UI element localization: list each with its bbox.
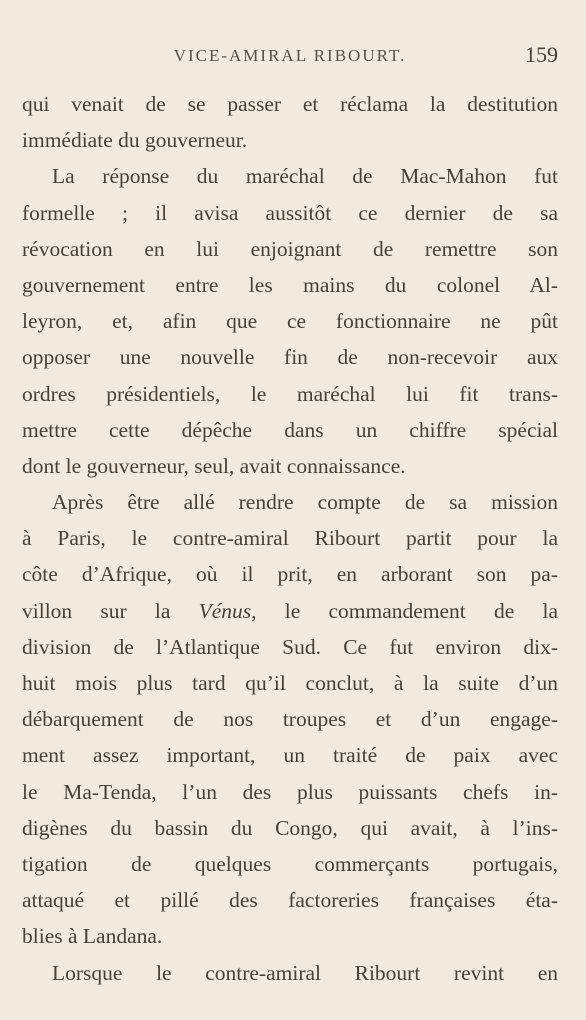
text-line: digènes du bassin du Congo, qui avait, à l’ins- [22, 815, 558, 840]
text-line: révocation en lui enjoignant de remettre son [22, 236, 558, 261]
text-line: le Ma-Tenda, l’un des plus puissants chefs in- [22, 779, 558, 804]
text-line-with-italic [22, 593, 558, 629]
body-text [22, 86, 558, 991]
running-head [22, 40, 558, 72]
text-line: à Paris, le contre-amiral Ribourt partit pour la [22, 526, 558, 551]
text-line: huit mois plus tard qu’il conclut, à la suite d’un [22, 671, 558, 695]
text-line: côte d’Afrique, où il prit, en arborant son pa- [22, 562, 558, 587]
text-line: Après être allé rendre compte de sa mission [52, 490, 558, 515]
text-line: immédiate du gouverneur. [22, 128, 248, 153]
text-line: ment assez important, un traité de paix avec [22, 743, 558, 768]
page-number: 159 [525, 42, 558, 67]
text-line: tigation de quelques commerçants portugais, [22, 851, 558, 876]
text-segment: le commandement de la [256, 598, 558, 623]
text-line: dont le gouverneur, seul, avait connaissance. [22, 453, 406, 478]
text-line: mettre cette dépêche dans un chiffre spécial [22, 417, 558, 442]
text-line: La réponse du maréchal de Mac-Mahon fut [52, 164, 558, 189]
text-line: débarquement de nos troupes et d’un engage- [22, 707, 558, 732]
text-line: division de l’Atlantique Sud. Ce fut environ dix- [22, 634, 558, 659]
text-segment: villon sur la [22, 598, 199, 623]
text-line: gouvernement entre les mains du colonel Al- [22, 272, 558, 297]
text-line: qui venait de se passer et réclama la destitution [22, 92, 558, 116]
ship-name-italic: Vénus, [198, 598, 257, 623]
text-line: opposer une nouvelle fin de non-recevoir aux [22, 345, 558, 370]
text-line: attaqué et pillé des factoreries françaises éta- [22, 888, 558, 913]
text-line: leyron, et, afin que ce fonctionnaire ne pût [22, 309, 558, 334]
text-line: blies à Landana. [22, 924, 163, 949]
text-line: ordres présidentiels, le maréchal lui fit trans- [22, 381, 558, 406]
text-line: Lorsque le contre-amiral Ribourt revint en [52, 960, 558, 985]
text-line: formelle ; il avisa aussitôt ce dernier de sa [22, 200, 558, 225]
running-title: VICE-AMIRAL RIBOURT. [173, 46, 407, 65]
